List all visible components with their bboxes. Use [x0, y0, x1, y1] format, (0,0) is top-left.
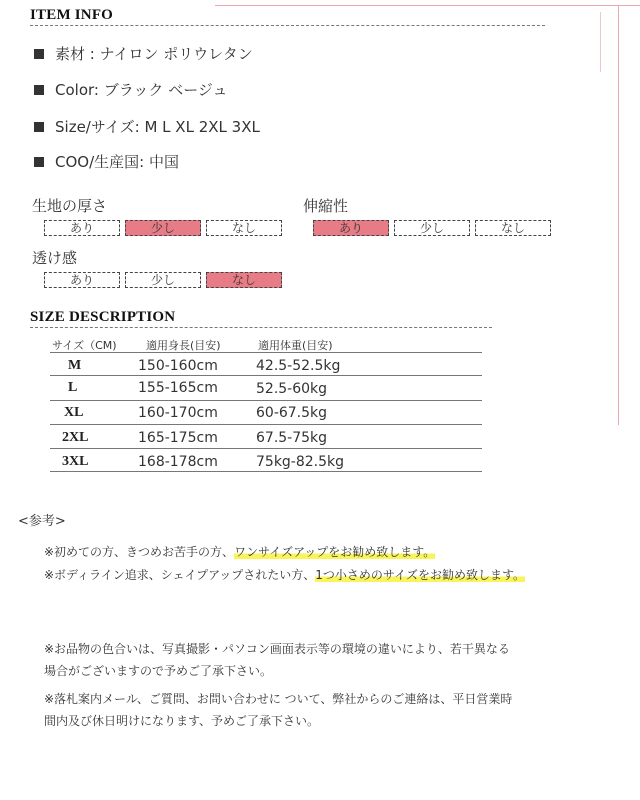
stretch-option-slight: 少し [394, 220, 470, 236]
note-contact-line-2: 間内及び休日明けになります、予めご了承下さい。 [44, 714, 320, 728]
item-info-title: ITEM INFO [30, 7, 114, 23]
bullet-material [34, 43, 253, 64]
table-row-rule [50, 400, 482, 401]
row-size: XL [64, 405, 84, 420]
header-weight: 適用体重(目安) [258, 339, 333, 352]
thickness-label: 生地の厚さ [32, 197, 108, 215]
note-size-up-highlight: ワンサイズアップをお勧め致します。 [234, 545, 436, 559]
row-weight: 75kg-82.5kg [256, 454, 345, 470]
decorative-frame-inner [600, 12, 601, 72]
note-size-up-text: ※初めての方、きつめお苦手の方、 [44, 545, 235, 559]
note-size-up [44, 543, 435, 560]
bullet-square-icon [34, 122, 44, 132]
row-height: 168-178cm [138, 454, 218, 470]
row-weight: 60-67.5kg [256, 405, 328, 421]
size-text: Size/サイズ: M L XL 2XL 3XL [55, 118, 260, 136]
table-row-rule [50, 375, 482, 376]
row-height: 150-160cm [138, 358, 218, 374]
bullet-color [34, 79, 228, 100]
stretch-option-yes: あり [313, 220, 389, 236]
note-color-line-1: ※お品物の色合いは、写真撮影・パソコン画面表示等の環境の違いにより、若干異なる [44, 642, 510, 656]
color-text: Color: ブラック ベージュ [55, 81, 228, 99]
stretch-option-none: なし [475, 220, 551, 236]
coo-text: COO/生産国: 中国 [55, 153, 179, 171]
table-row-rule [50, 424, 482, 425]
decorative-frame-right [618, 5, 619, 425]
stretch-label: 伸縮性 [303, 197, 349, 215]
table-row-rule [50, 448, 482, 449]
note-size-down-text: ※ボディライン追求、シェイプアップされたい方、 [44, 568, 316, 582]
sheer-option-slight: 少し [125, 272, 201, 288]
note-color-line-2: 場合がございますので予めご了承下さい。 [44, 664, 273, 678]
thickness-option-slight: 少し [125, 220, 201, 236]
row-size: L [68, 380, 78, 395]
item-info-rule [30, 25, 545, 26]
header-height: 適用身長(目安) [146, 339, 221, 352]
row-weight: 67.5-75kg [256, 430, 328, 446]
bullet-coo [34, 151, 179, 172]
reference-heading: <参考> [18, 514, 66, 529]
material-text: 素材 : ナイロン ポリウレタン [55, 45, 253, 63]
bullet-square-icon [34, 49, 44, 59]
sheer-option-yes: あり [44, 272, 120, 288]
decorative-frame-top [215, 5, 640, 6]
table-header-rule [50, 352, 482, 353]
row-height: 165-175cm [138, 430, 218, 446]
row-height: 155-165cm [138, 380, 218, 396]
row-size: 3XL [62, 454, 89, 469]
note-size-down-highlight: 1つ小さめのサイズをお勧め致します。 [315, 568, 526, 582]
bullet-square-icon [34, 157, 44, 167]
row-weight: 42.5-52.5kg [256, 358, 341, 374]
row-height: 160-170cm [138, 405, 218, 421]
bullet-size [34, 116, 260, 137]
note-size-down [44, 566, 525, 583]
sheer-option-none: なし [206, 272, 282, 288]
sheer-label: 透け感 [32, 249, 78, 267]
thickness-option-yes: あり [44, 220, 120, 236]
size-description-rule [30, 327, 492, 328]
thickness-option-none: なし [206, 220, 282, 236]
row-size: M [68, 358, 82, 373]
row-size: 2XL [62, 430, 89, 445]
bullet-square-icon [34, 85, 44, 95]
note-contact-line-1: ※落札案内メール、ご質問、お問い合わせに ついて、弊社からのご連絡は、平日営業時 [44, 692, 513, 706]
row-weight: 52.5-60kg [256, 381, 328, 397]
table-row-rule [50, 471, 482, 472]
size-description-title: SIZE DESCRIPTION [30, 309, 176, 325]
header-size: サイズ（CM) [52, 339, 117, 352]
